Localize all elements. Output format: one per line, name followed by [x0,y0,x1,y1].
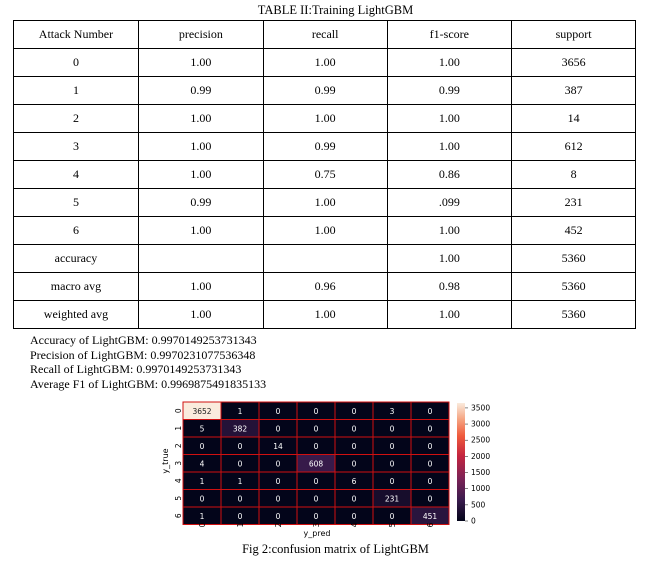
heatmap-cell-value: 0 [389,511,395,521]
heatmap-cell-value: 0 [427,441,433,451]
cell: 1.00 [138,301,263,329]
table-row [14,301,636,329]
table-title: TABLE II:Training LightGBM [257,3,414,17]
heatmap-cell-value: 0 [237,441,243,451]
heatmap-cell-value: 0 [313,406,319,416]
cell: 1.00 [263,49,387,77]
cell: 1.00 [263,105,387,133]
cell: 1.00 [138,49,263,77]
colorbar-tick-label: 1500 [471,468,491,478]
y-axis-label: y_true [161,448,170,474]
cell: 0.96 [263,273,387,301]
heatmap-cell-value: 0 [427,494,433,504]
heatmap-cell-value: 14 [273,441,283,451]
header-cell: Attack Number [14,21,139,49]
heatmap-cell-value: 451 [422,511,438,521]
cell: 0.99 [387,77,512,105]
table-row [14,105,636,133]
cell: 1.00 [263,301,387,329]
cell: 5 [14,189,139,217]
cell [263,245,387,273]
y-tick-label: 1 [174,425,183,431]
heatmap-cell-value: 0 [427,406,433,416]
colorbar-tick-label: 500 [471,500,486,510]
confusion-matrix-figure [160,396,510,545]
heatmap-cell-value: 0 [427,424,433,434]
table-row [14,245,636,273]
cell: 0.99 [138,189,263,217]
heatmap-cell-value: 0 [389,441,395,451]
heatmap-cell-value: 0 [427,476,433,486]
cell: 0.99 [138,77,263,105]
colorbar-tick-label: 1000 [471,484,491,494]
y-tick-label: 0 [174,408,183,414]
table-row [14,133,636,161]
x-tick-label: 1 [236,522,245,528]
cell: .099 [387,189,512,217]
table-row [14,189,636,217]
heatmap-cell-value: 0 [275,459,281,469]
cell: 1.00 [263,217,387,245]
heatmap-cell-value: 0 [313,511,319,521]
heatmap-cell-value: 0 [389,476,395,486]
cell: 0.98 [387,273,512,301]
cell: 6 [14,217,139,245]
x-tick-label: 6 [426,522,435,528]
y-tick-label: 5 [174,495,183,501]
cell: 387 [512,77,636,105]
table-row [14,77,636,105]
colorbar [457,403,465,521]
heatmap-cell-value: 3652 [192,406,212,416]
results-table [13,20,636,329]
cell: 5360 [512,245,636,273]
heatmap-cell-value: 5 [199,424,205,434]
heatmap-cell-value: 0 [237,494,243,504]
metrics-block [30,333,266,391]
heatmap-cell-value: 0 [351,441,357,451]
cell: 3656 [512,49,636,77]
cell: 1.00 [387,133,512,161]
y-tick-label: 3 [174,460,183,466]
cell: accuracy [14,245,139,273]
heatmap-cell-value: 1 [199,511,205,521]
cell: 0.75 [263,161,387,189]
heatmap-cell-value: 0 [351,406,357,416]
heatmap-cell-value: 0 [351,511,357,521]
heatmap-cell-value: 0 [237,511,243,521]
confusion-matrix-chart [160,396,510,540]
heatmap-cell-value: 6 [351,476,357,486]
heatmap-cell-value: 3 [389,406,395,416]
cell: 2 [14,105,139,133]
heatmap-cell-value: 1 [237,476,243,486]
cell: 1.00 [138,133,263,161]
cell: 5360 [512,301,636,329]
heatmap-cell-value: 0 [275,406,281,416]
x-axis-label: y_pred [303,529,331,538]
cell: 1.00 [387,105,512,133]
x-tick-label: 2 [274,522,283,528]
heatmap-cell-value: 0 [389,459,395,469]
x-tick-label: 0 [198,522,207,528]
header-cell: recall [263,21,387,49]
cell: 5360 [512,273,636,301]
y-tick-label: 2 [174,443,183,449]
cell: 1.00 [138,105,263,133]
heatmap-cell-value: 0 [199,441,205,451]
cell: 8 [512,161,636,189]
heatmap-cell-value: 0 [351,424,357,434]
heatmap-cell-value: 231 [384,494,400,504]
cell: 0.86 [387,161,512,189]
heatmap-cell-value: 0 [427,459,433,469]
heatmap-cell-value: 0 [275,494,281,504]
y-tick-label: 4 [174,478,183,484]
header-cell: precision [138,21,263,49]
cell: macro avg [14,273,139,301]
heatmap-cell-value: 0 [351,494,357,504]
heatmap-cell-value: 0 [313,441,319,451]
figure-caption: Fig 2:confusion matrix of LightGBM [242,542,429,556]
heatmap-cell-value: 0 [275,424,281,434]
heatmap-cell-value: 4 [199,459,205,469]
heatmap-cell-value: 0 [199,494,205,504]
heatmap-cell-value: 0 [275,476,281,486]
heatmap-cell-value: 608 [308,459,324,469]
cell: 1.00 [138,161,263,189]
colorbar-tick-label: 2000 [471,451,491,461]
y-tick-label: 6 [174,513,183,519]
accuracy-line: Accuracy of LightGBM: 0.9970149253731343 [30,333,257,347]
table-row [14,49,636,77]
heatmap-cell-value: 0 [313,476,319,486]
heatmap-cell-value: 0 [313,494,319,504]
cell: 3 [14,133,139,161]
heatmap-cell-value: 382 [232,424,248,434]
table-row [14,161,636,189]
heatmap-cell-value: 0 [313,424,319,434]
x-tick-label: 5 [388,522,397,528]
heatmap-cell-value: 1 [199,476,205,486]
colorbar-tick-label: 3500 [471,403,491,413]
cell: weighted avg [14,301,139,329]
cell: 0.99 [263,133,387,161]
colorbar-tick-label: 2500 [471,435,491,445]
header-cell: support [512,21,636,49]
f1-line: Average F1 of LightGBM: 0.9969875491835133 [30,376,267,391]
cell: 1.00 [387,245,512,273]
heatmap-cell-value: 0 [351,459,357,469]
x-tick-label: 3 [312,522,321,528]
cell [138,245,263,273]
cell: 1.00 [387,49,512,77]
table-header-row [14,21,636,49]
cell: 4 [14,161,139,189]
cell: 14 [512,105,636,133]
heatmap-cell-value: 0 [275,511,281,521]
table-row [14,217,636,245]
heatmap-cell-value: 1 [237,406,243,416]
heatmap-cell-value: 0 [389,424,395,434]
table-row [14,273,636,301]
cell: 1.00 [138,217,263,245]
cell: 1.00 [263,189,387,217]
cell: 231 [512,189,636,217]
heatmap-cell-value: 0 [237,459,243,469]
cell: 612 [512,133,636,161]
colorbar-tick-label: 0 [471,516,476,526]
cell: 1.00 [387,217,512,245]
cell: 0.99 [263,77,387,105]
header-cell: f1-score [387,21,512,49]
cell: 1 [14,77,139,105]
cell: 1.00 [138,273,263,301]
colorbar-tick-label: 3000 [471,419,491,429]
cell: 1.00 [387,301,512,329]
recall-line: Recall of LightGBM: 0.9970149253731343 [30,362,242,376]
precision-line: Precision of LightGBM: 0.9970231077536348 [30,347,256,362]
cell: 0 [14,49,139,77]
cell: 452 [512,217,636,245]
x-tick-label: 4 [350,522,359,528]
